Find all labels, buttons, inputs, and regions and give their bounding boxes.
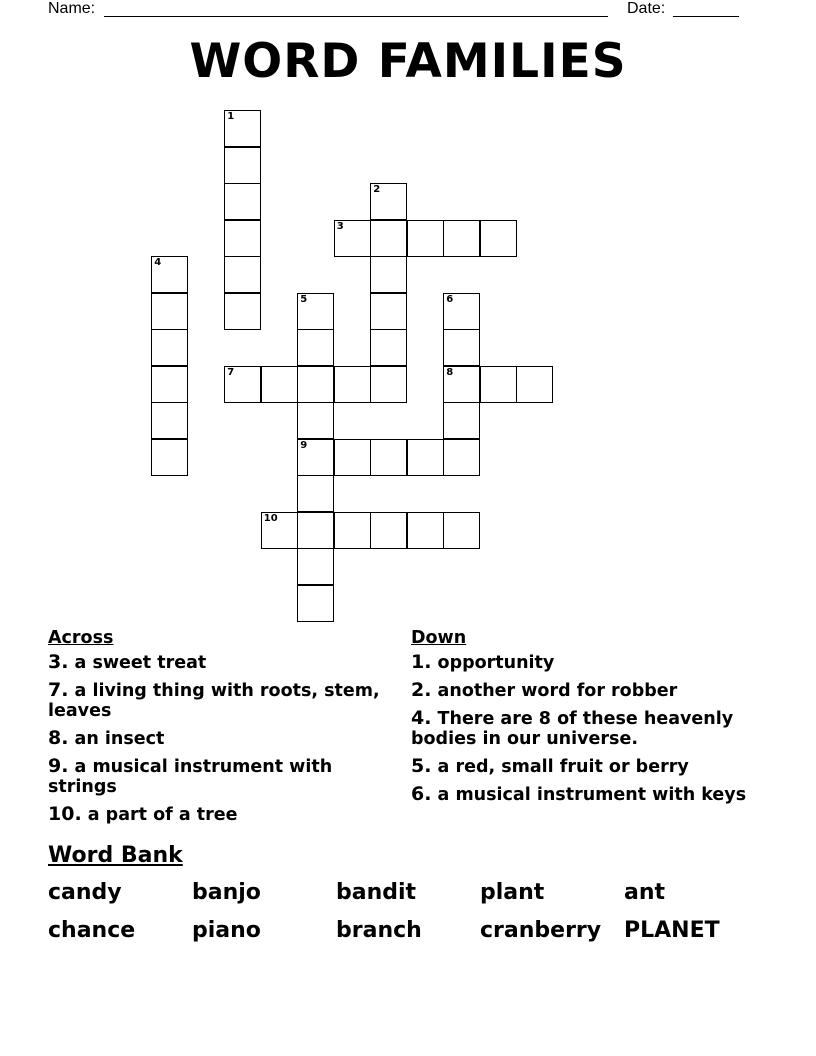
clue-down-1: 1. opportunity (411, 651, 555, 673)
crossword-cell[interactable] (407, 220, 444, 257)
cell-number: 10 (263, 512, 278, 524)
crossword-cell[interactable] (370, 439, 407, 476)
crossword-cell[interactable] (334, 512, 371, 549)
cell-number: 4 (154, 257, 162, 269)
crossword-cell[interactable] (297, 439, 334, 476)
word-bank-item: cranberry (480, 918, 602, 943)
word-bank-item: plant (480, 880, 545, 905)
word-bank-heading: Word Bank (48, 843, 183, 868)
across-heading: Across (48, 628, 114, 648)
crossword-cell[interactable] (407, 512, 444, 549)
crossword-cell[interactable] (370, 329, 407, 366)
crossword-cell[interactable] (151, 439, 188, 476)
crossword-cell[interactable] (370, 293, 407, 330)
cell-number: 8 (446, 366, 454, 378)
crossword-cell[interactable] (334, 220, 371, 257)
clue-across-9: 9. a musical instrument with strings (48, 755, 333, 797)
word-bank-item: candy (48, 880, 122, 905)
crossword-cell[interactable] (224, 110, 261, 147)
crossword-cell[interactable] (224, 220, 261, 257)
crossword-cell[interactable] (151, 293, 188, 330)
clue-down-4: 4. There are 8 of these heavenly bodies in our universe. (411, 707, 734, 749)
crossword-cell[interactable] (297, 293, 334, 330)
crossword-cell[interactable] (151, 366, 188, 403)
crossword-cell[interactable] (334, 439, 371, 476)
word-bank-item: branch (336, 918, 422, 943)
crossword-cell[interactable] (297, 329, 334, 366)
crossword-cell[interactable] (370, 183, 407, 220)
crossword-cell[interactable] (516, 366, 553, 403)
clue-across-3: 3. a sweet treat (48, 651, 207, 673)
crossword-cell[interactable] (370, 366, 407, 403)
crossword-cell[interactable] (224, 293, 261, 330)
cell-number: 2 (373, 184, 381, 196)
crossword-cell[interactable] (407, 439, 444, 476)
word-bank-item: PLANET (624, 918, 720, 943)
crossword-cell[interactable] (480, 220, 517, 257)
page-title: WORD FAMILIES (189, 34, 627, 89)
word-bank-item: chance (48, 918, 136, 943)
cell-number: 1 (227, 111, 235, 123)
crossword-cell[interactable] (261, 366, 298, 403)
cell-number: 9 (300, 439, 308, 451)
crossword-cell[interactable] (443, 366, 480, 403)
crossword-cell[interactable] (480, 366, 517, 403)
crossword-cell[interactable] (151, 402, 188, 439)
crossword-cell[interactable] (443, 329, 480, 366)
clue-across-7: 7. a living thing with roots, stem, leaves (48, 679, 380, 721)
crossword-cell[interactable] (261, 512, 298, 549)
crossword-cell[interactable] (224, 183, 261, 220)
crossword-cell[interactable] (370, 512, 407, 549)
crossword-cell[interactable] (297, 475, 334, 512)
down-heading: Down (411, 628, 467, 648)
crossword-cell[interactable] (297, 366, 334, 403)
crossword-cell[interactable] (334, 366, 371, 403)
crossword-cell[interactable] (224, 256, 261, 293)
word-bank-item: bandit (336, 880, 417, 905)
word-bank-item: ant (624, 880, 666, 905)
across-clues (48, 628, 388, 832)
crossword-cell[interactable] (151, 256, 188, 293)
crossword-cell[interactable] (297, 402, 334, 439)
cell-number: 3 (336, 220, 344, 232)
cell-number: 6 (446, 293, 454, 305)
crossword-cell[interactable] (443, 439, 480, 476)
crossword-cell[interactable] (224, 147, 261, 184)
clue-down-6: 6. a musical instrument with keys (411, 783, 747, 805)
cell-number: 5 (300, 293, 308, 305)
clue-down-2: 2. another word for robber (411, 679, 678, 701)
crossword-cell[interactable] (297, 512, 334, 549)
crossword-cell[interactable] (370, 256, 407, 293)
word-bank-item: banjo (192, 880, 261, 905)
crossword-cell[interactable] (151, 329, 188, 366)
crossword-cell[interactable] (443, 293, 480, 330)
word-bank-item: piano (192, 918, 261, 943)
crossword-cell[interactable] (443, 402, 480, 439)
crossword-cell[interactable] (297, 585, 334, 622)
name-label: Name: (48, 0, 96, 17)
crossword-cell[interactable] (370, 220, 407, 257)
clue-across-8: 8. an insect (48, 727, 165, 749)
crossword-cell[interactable] (297, 548, 334, 585)
date-label: Date: (627, 0, 666, 17)
crossword-cell[interactable] (443, 220, 480, 257)
clue-across-10: 10. a part of a tree (48, 803, 238, 825)
down-clues (411, 628, 791, 812)
crossword-cell[interactable] (224, 366, 261, 403)
cell-number: 7 (227, 366, 235, 378)
crossword-cell[interactable] (443, 512, 480, 549)
clue-down-5: 5. a red, small fruit or berry (411, 755, 689, 777)
